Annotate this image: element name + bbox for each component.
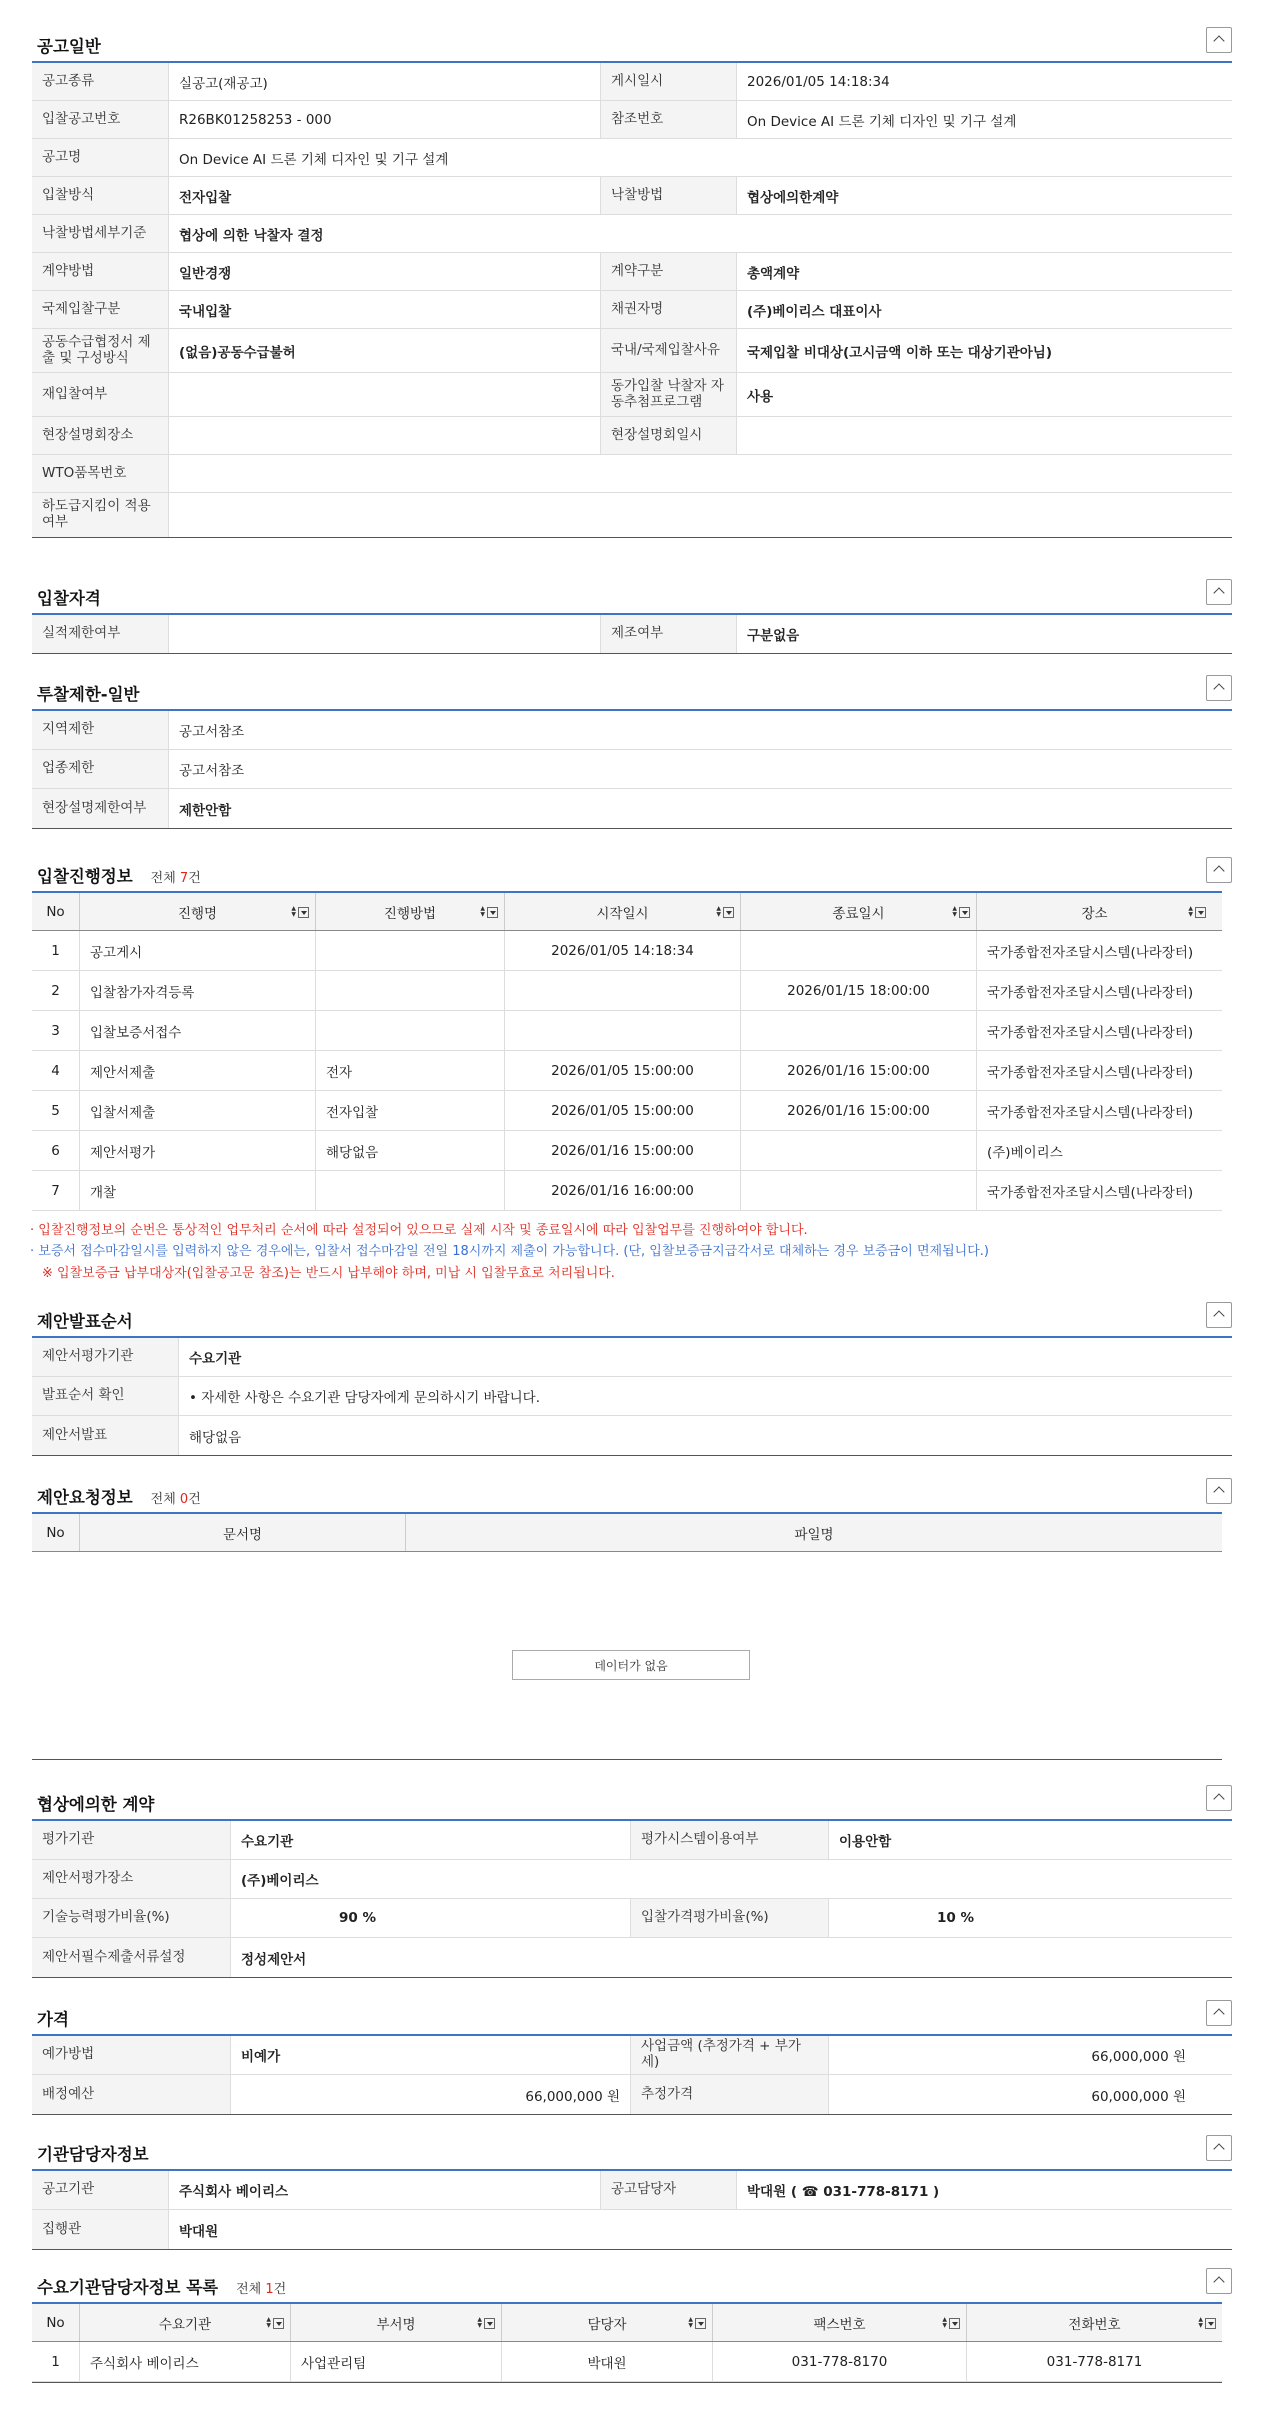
field-label: WTO품목번호 <box>32 455 168 492</box>
sort-icon[interactable]: ▲ ▼ <box>688 2317 706 2329</box>
table-header <box>32 1514 1222 1552</box>
table-cell: 공고게시 <box>80 931 316 970</box>
table-header <box>32 893 1222 931</box>
field-label: 계약방법 <box>32 253 168 290</box>
table-row <box>32 1051 1222 1091</box>
field-value: 2026/01/05 14:18:34 <box>736 63 1196 100</box>
table-row <box>32 1131 1222 1171</box>
field-label: 참조번호 <box>600 101 736 138</box>
info-row <box>32 493 1232 537</box>
field-value: 협상에 의한 낙찰자 결정 <box>168 215 1232 252</box>
field-value: 66,000,000 원 <box>828 2036 1196 2074</box>
field-value: 총액계약 <box>736 253 1196 290</box>
field-label: 추정가격 <box>630 2075 828 2114</box>
table-row <box>32 1171 1222 1211</box>
table-cell: 2026/01/16 16:00:00 <box>505 1171 741 1210</box>
table-cell <box>741 1171 977 1210</box>
field-value: R26BK01258253 - 000 <box>168 101 600 138</box>
field-label: 발표순서 확인 <box>32 1377 178 1415</box>
column-header-label: 종료일시 <box>832 905 885 922</box>
table-cell: 2026/01/05 14:18:34 <box>505 931 741 970</box>
section-price <box>32 2000 1232 2105</box>
field-value: 사용 <box>736 373 1196 416</box>
section-progress <box>30 857 1232 1281</box>
info-row <box>32 253 1232 291</box>
field-label: 공고담당자 <box>600 2171 736 2209</box>
demand-table <box>32 2302 1222 2383</box>
field-value: 주식회사 베이리스 <box>168 2171 600 2209</box>
field-label: 제안서필수제출서류설정 <box>32 1938 230 1977</box>
collapse-toggle-icon[interactable] <box>1206 1478 1232 1504</box>
total-count: 전체 0건 <box>150 1492 201 1507</box>
field-label: 현장설명회일시 <box>600 417 736 454</box>
field-label: 공동수급협정서 제출 및 구성방식 <box>32 329 168 372</box>
section-qualification <box>32 579 1232 644</box>
filter-dropdown-icon[interactable] <box>1195 907 1206 918</box>
column-header <box>32 1514 80 1551</box>
column-header[interactable] <box>80 2304 291 2341</box>
info-row <box>32 615 1232 653</box>
table-cell: 2026/01/05 15:00:00 <box>505 1051 741 1090</box>
section-title: 입찰진행정보 전체 7건 <box>37 867 201 886</box>
field-label: 입찰공고번호 <box>32 101 168 138</box>
table-cell: 2026/01/15 18:00:00 <box>741 971 977 1010</box>
field-label: 제안서평가장소 <box>32 1860 230 1898</box>
field-value: 국제입찰 비대상(고시금액 이하 또는 대상기관아님) <box>736 329 1196 372</box>
collapse-toggle-icon[interactable] <box>1206 2268 1232 2294</box>
section-title: 가격 <box>37 2010 69 2029</box>
field-value: 일반경쟁 <box>168 253 600 290</box>
section-title: 제안요청정보 전체 0건 <box>37 1488 201 1507</box>
restriction-grid <box>32 709 1232 829</box>
section-general <box>32 27 1232 530</box>
field-label: 낙찰방법 <box>600 177 736 214</box>
field-value: 박대원 <box>168 2210 1232 2249</box>
field-value: 해당없음 <box>178 1416 1232 1455</box>
field-label: 제조여부 <box>600 615 736 653</box>
price-grid <box>32 2034 1232 2115</box>
section-demand <box>32 2268 1232 2372</box>
table-cell: 제안서제출 <box>80 1051 316 1090</box>
field-value: 실공고(재공고) <box>168 63 600 100</box>
filter-dropdown-icon[interactable] <box>949 2318 960 2329</box>
field-label: 실적제한여부 <box>32 615 168 653</box>
info-row <box>32 1938 1232 1977</box>
sort-icon[interactable]: ▲ ▼ <box>716 906 734 918</box>
field-label: 공고기관 <box>32 2171 168 2209</box>
filter-dropdown-icon[interactable] <box>695 2318 706 2329</box>
progress-table <box>32 891 1222 1211</box>
table-cell: 국가종합전자조달시스템(나라장터) <box>987 1104 1194 1121</box>
section-restriction <box>32 675 1232 819</box>
table-cell: 국가종합전자조달시스템(나라장터) <box>987 1184 1194 1201</box>
info-row <box>32 1821 1232 1860</box>
table-cell: 입찰참가자격등록 <box>80 971 316 1010</box>
column-header[interactable] <box>316 893 505 930</box>
info-row <box>32 750 1232 789</box>
collapse-toggle-icon[interactable] <box>1206 1302 1232 1328</box>
table-cell: 주식회사 베이리스 <box>80 2342 291 2381</box>
field-value <box>736 417 1196 454</box>
table-cell: 입찰보증서접수 <box>80 1011 316 1050</box>
info-row <box>32 789 1232 828</box>
info-row <box>32 215 1232 253</box>
field-label: 예가방법 <box>32 2036 230 2074</box>
sort-icon[interactable]: ▲ ▼ <box>291 906 309 918</box>
field-label: 낙찰방법세부기준 <box>32 215 168 252</box>
total-count: 전체 1건 <box>236 2282 287 2297</box>
table-cell: 사업관리팀 <box>291 2342 502 2381</box>
column-header-label: 진행명 <box>177 905 218 922</box>
field-label: 입찰가격평가비율(%) <box>630 1899 828 1937</box>
sort-icon[interactable]: ▲ ▼ <box>480 906 498 918</box>
sort-icon[interactable]: ▲ ▼ <box>266 2317 284 2329</box>
table-cell <box>505 971 741 1010</box>
field-value <box>168 455 1232 492</box>
field-value: 66,000,000 원 <box>230 2075 630 2114</box>
field-value <box>168 615 600 653</box>
section-title: 입찰자격 <box>37 589 101 608</box>
info-row <box>32 1860 1232 1899</box>
collapse-toggle-icon[interactable] <box>1206 2135 1232 2161</box>
field-label: 국내/국제입찰사유 <box>600 329 736 372</box>
info-row <box>32 1899 1232 1938</box>
table-cell: 1 <box>32 2342 80 2381</box>
table-row <box>32 1091 1222 1131</box>
column-header[interactable] <box>505 893 741 930</box>
column-header-label: 문서명 <box>222 1526 263 1543</box>
general-grid <box>32 61 1232 538</box>
table-cell: 국가종합전자조달시스템(나라장터) <box>987 1064 1194 1081</box>
table-cell: 4 <box>32 1051 80 1090</box>
field-value: 공고서참조 <box>168 711 1232 749</box>
section-negotiation <box>32 1785 1232 1968</box>
table-header <box>32 2304 1222 2342</box>
info-row <box>32 455 1232 493</box>
field-label: 게시일시 <box>600 63 736 100</box>
request-empty-area <box>32 1550 1222 1760</box>
field-value <box>168 373 600 416</box>
field-label: 제안서발표 <box>32 1416 178 1455</box>
field-value: 수요기관 <box>178 1338 1232 1376</box>
table-cell: 해당없음 <box>316 1131 505 1170</box>
collapse-toggle-icon[interactable] <box>1206 675 1232 701</box>
field-label: 국제입찰구분 <box>32 291 168 328</box>
collapse-toggle-icon[interactable] <box>1206 27 1232 53</box>
info-row <box>32 1416 1232 1455</box>
section-request <box>32 1478 1232 1673</box>
sort-icon[interactable]: ▲ ▼ <box>1198 2317 1216 2329</box>
total-count: 전체 7건 <box>150 871 201 886</box>
info-row <box>32 1377 1232 1416</box>
section-officer <box>32 2135 1232 2240</box>
field-value: 정성제안서 <box>230 1938 1232 1977</box>
column-header[interactable] <box>977 893 1212 930</box>
section-title: 협상에의한 계약 <box>37 1795 155 1814</box>
table-cell: 3 <box>32 1011 80 1050</box>
no-data-label: 데이터가 없음 <box>512 1650 750 1680</box>
field-label: 사업금액 (추정가격 + 부가세) <box>630 2036 828 2074</box>
table-cell: 2026/01/05 15:00:00 <box>505 1091 741 1130</box>
notice-text: · 입찰진행정보의 순번은 통상적인 업무처리 순서에 따라 설정되어 있으므로 실제 시작 및 종료일시에 따라 입찰업무를 진행하여야 합니다. <box>30 1223 808 1238</box>
info-row <box>32 1338 1232 1377</box>
collapse-toggle-icon[interactable] <box>1206 579 1232 605</box>
table-cell: 국가종합전자조달시스템(나라장터) <box>987 944 1194 961</box>
section-title: 제안발표순서 <box>37 1312 133 1331</box>
column-header <box>80 1514 406 1551</box>
table-row <box>32 931 1222 971</box>
field-label: 채권자명 <box>600 291 736 328</box>
notice-text: · 보증서 접수마감일시를 입력하지 않은 경우에는, 입찰서 접수마감일 전일 18시까지 제출이 가능합니다. (단, 입찰보증금지급각서로 대체하는 경우 보증금이 면제됩니다.) <box>30 1244 989 1259</box>
column-header[interactable] <box>967 2304 1222 2341</box>
table-cell: 2 <box>32 971 80 1010</box>
table-cell <box>505 1011 741 1050</box>
section-title: 투찰제한-일반 <box>37 685 140 704</box>
field-label: 공고명 <box>32 139 168 176</box>
field-value: (주)베이리스 <box>230 1860 1232 1898</box>
sort-icon[interactable]: ▲ ▼ <box>942 2317 960 2329</box>
table-cell <box>741 931 977 970</box>
field-label: 입찰방식 <box>32 177 168 214</box>
field-value: 구분없음 <box>736 615 1196 653</box>
column-header-label: 장소 <box>1081 905 1108 922</box>
field-label: 현장설명회장소 <box>32 417 168 454</box>
column-header <box>32 2304 80 2341</box>
field-value: On Device AI 드론 기체 디자인 및 기구 설계 <box>736 101 1196 138</box>
table-cell: 입찰서제출 <box>80 1091 316 1130</box>
table-cell <box>316 1011 505 1050</box>
table-cell: 국가종합전자조달시스템(나라장터) <box>987 1024 1194 1041</box>
column-header-label: No <box>46 1524 65 1541</box>
field-value: 공고서참조 <box>168 750 1232 788</box>
filter-dropdown-icon[interactable] <box>959 907 970 918</box>
field-value: 박대원 ( ☎ 031-778-8171 ) <box>736 2171 1196 2209</box>
table-cell: 전자 <box>316 1051 505 1090</box>
field-label: 지역제한 <box>32 711 168 749</box>
field-label: 집행관 <box>32 2210 168 2249</box>
table-cell: 7 <box>32 1171 80 1210</box>
field-value: 국내입찰 <box>168 291 600 328</box>
qualification-grid <box>32 613 1232 654</box>
column-header[interactable] <box>713 2304 967 2341</box>
table-cell: 5 <box>32 1091 80 1130</box>
field-label: 평가시스템이용여부 <box>630 1821 828 1859</box>
notice-text: ※ 입찰보증금 납부대상자(입찰공고문 참조)는 반드시 납부해야 하며, 미납 시 입찰무효로 처리됩니다. <box>42 1266 615 1281</box>
table-cell: 제안서평가 <box>80 1131 316 1170</box>
table-cell: 6 <box>32 1131 80 1170</box>
info-row <box>32 2210 1232 2249</box>
table-cell <box>741 1011 977 1050</box>
officer-grid <box>32 2169 1232 2250</box>
info-row <box>32 417 1232 455</box>
section-title: 수요기관담당자정보 목록 전체 1건 <box>37 2278 287 2297</box>
table-cell: 2026/01/16 15:00:00 <box>741 1091 977 1130</box>
section-title: 공고일반 <box>37 37 101 56</box>
info-row <box>32 2075 1232 2114</box>
column-header <box>32 893 80 930</box>
table-cell <box>316 971 505 1010</box>
table-row <box>32 2342 1222 2382</box>
column-header-label: 수요기관 <box>158 2316 212 2333</box>
column-header-label: No <box>46 2314 65 2331</box>
column-header[interactable] <box>291 2304 502 2341</box>
table-cell <box>741 1131 977 1170</box>
info-row <box>32 373 1232 417</box>
collapse-toggle-icon[interactable] <box>1206 1785 1232 1811</box>
field-label: 동가입찰 낙찰자 자동추첨프로그램 <box>600 373 736 416</box>
field-label: 공고종류 <box>32 63 168 100</box>
filter-dropdown-icon[interactable] <box>723 907 734 918</box>
field-label: 업종제한 <box>32 750 168 788</box>
filter-dropdown-icon[interactable] <box>1205 2318 1216 2329</box>
table-cell <box>316 931 505 970</box>
field-value: 이용안함 <box>828 1821 1196 1859</box>
field-value: On Device AI 드론 기체 디자인 및 기구 설계 <box>168 139 1232 176</box>
info-row <box>32 329 1232 373</box>
table-row <box>32 971 1222 1011</box>
field-value: 10 % <box>828 1899 1196 1937</box>
field-value: 전자입찰 <box>168 177 600 214</box>
column-header[interactable] <box>502 2304 713 2341</box>
info-row <box>32 139 1232 177</box>
info-row <box>32 177 1232 215</box>
field-label: 현장설명제한여부 <box>32 789 168 828</box>
info-row <box>32 101 1232 139</box>
filter-dropdown-icon[interactable] <box>487 907 498 918</box>
table-cell: 전자입찰 <box>316 1091 505 1130</box>
field-label: 기술능력평가비율(%) <box>32 1899 230 1937</box>
info-row <box>32 63 1232 101</box>
field-value: 비예가 <box>230 2036 630 2074</box>
filter-dropdown-icon[interactable] <box>484 2318 495 2329</box>
filter-dropdown-icon[interactable] <box>273 2318 284 2329</box>
field-value <box>168 417 600 454</box>
field-value: 60,000,000 원 <box>828 2075 1196 2114</box>
field-value: (주)베이리스 대표이사 <box>736 291 1196 328</box>
field-value <box>168 493 1232 537</box>
table-row <box>32 1011 1222 1051</box>
table-cell: 031-778-8170 <box>713 2342 967 2381</box>
info-row <box>32 291 1232 329</box>
table-cell: 국가종합전자조달시스템(나라장터) <box>987 984 1194 1001</box>
field-value: • 자세한 사항은 수요기관 담당자에게 문의하시기 바랍니다. <box>178 1377 1232 1415</box>
field-value: (없음)공동수급불허 <box>168 329 600 372</box>
field-value: 제한안함 <box>168 789 1232 828</box>
table-cell: 개찰 <box>80 1171 316 1210</box>
column-header-label: 시작일시 <box>596 905 649 922</box>
negotiation-grid <box>32 1819 1232 1978</box>
field-label: 제안서평가기관 <box>32 1338 178 1376</box>
table-cell: (주)베이리스 <box>987 1144 1063 1161</box>
table-cell: 2026/01/16 15:00:00 <box>505 1131 741 1170</box>
presentation-grid <box>32 1336 1232 1456</box>
column-header[interactable] <box>741 893 977 930</box>
collapse-toggle-icon[interactable] <box>1206 857 1232 883</box>
sort-icon[interactable]: ▲ ▼ <box>952 906 970 918</box>
field-value: 90 % <box>230 1899 630 1937</box>
info-row <box>32 2171 1232 2210</box>
sort-icon[interactable]: ▲ ▼ <box>1188 906 1206 918</box>
table-cell: 2026/01/16 15:00:00 <box>741 1051 977 1090</box>
column-header-label: 담당자 <box>587 2316 627 2333</box>
field-label: 계약구분 <box>600 253 736 290</box>
column-header-label: 부서명 <box>376 2316 416 2333</box>
sort-icon[interactable]: ▲ ▼ <box>477 2317 495 2329</box>
filter-dropdown-icon[interactable] <box>298 907 309 918</box>
request-table <box>32 1512 1222 1552</box>
table-cell: 박대원 <box>502 2342 713 2381</box>
collapse-toggle-icon[interactable] <box>1206 2000 1232 2026</box>
field-value: 수요기관 <box>230 1821 630 1859</box>
table-cell: 031-778-8171 <box>1046 2353 1143 2370</box>
column-header-label: 팩스번호 <box>813 2316 866 2333</box>
section-title: 기관담당자정보 <box>37 2145 149 2164</box>
field-value: 협상에의한계약 <box>736 177 1196 214</box>
column-header-label: No <box>46 903 65 920</box>
field-label: 평가기관 <box>32 1821 230 1859</box>
column-header <box>406 1514 1222 1551</box>
field-label: 하도급지킴이 적용여부 <box>32 493 168 537</box>
info-row <box>32 711 1232 750</box>
table-cell: 1 <box>32 931 80 970</box>
field-label: 배정예산 <box>32 2075 230 2114</box>
column-header[interactable] <box>80 893 316 930</box>
field-label: 재입찰여부 <box>32 373 168 416</box>
section-presentation <box>32 1302 1232 1446</box>
table-cell <box>316 1171 505 1210</box>
column-header-label: 전화번호 <box>1068 2316 1121 2333</box>
column-header-label: 파일명 <box>794 1526 834 1543</box>
info-row <box>32 2036 1232 2075</box>
column-header-label: 진행방법 <box>383 905 437 922</box>
